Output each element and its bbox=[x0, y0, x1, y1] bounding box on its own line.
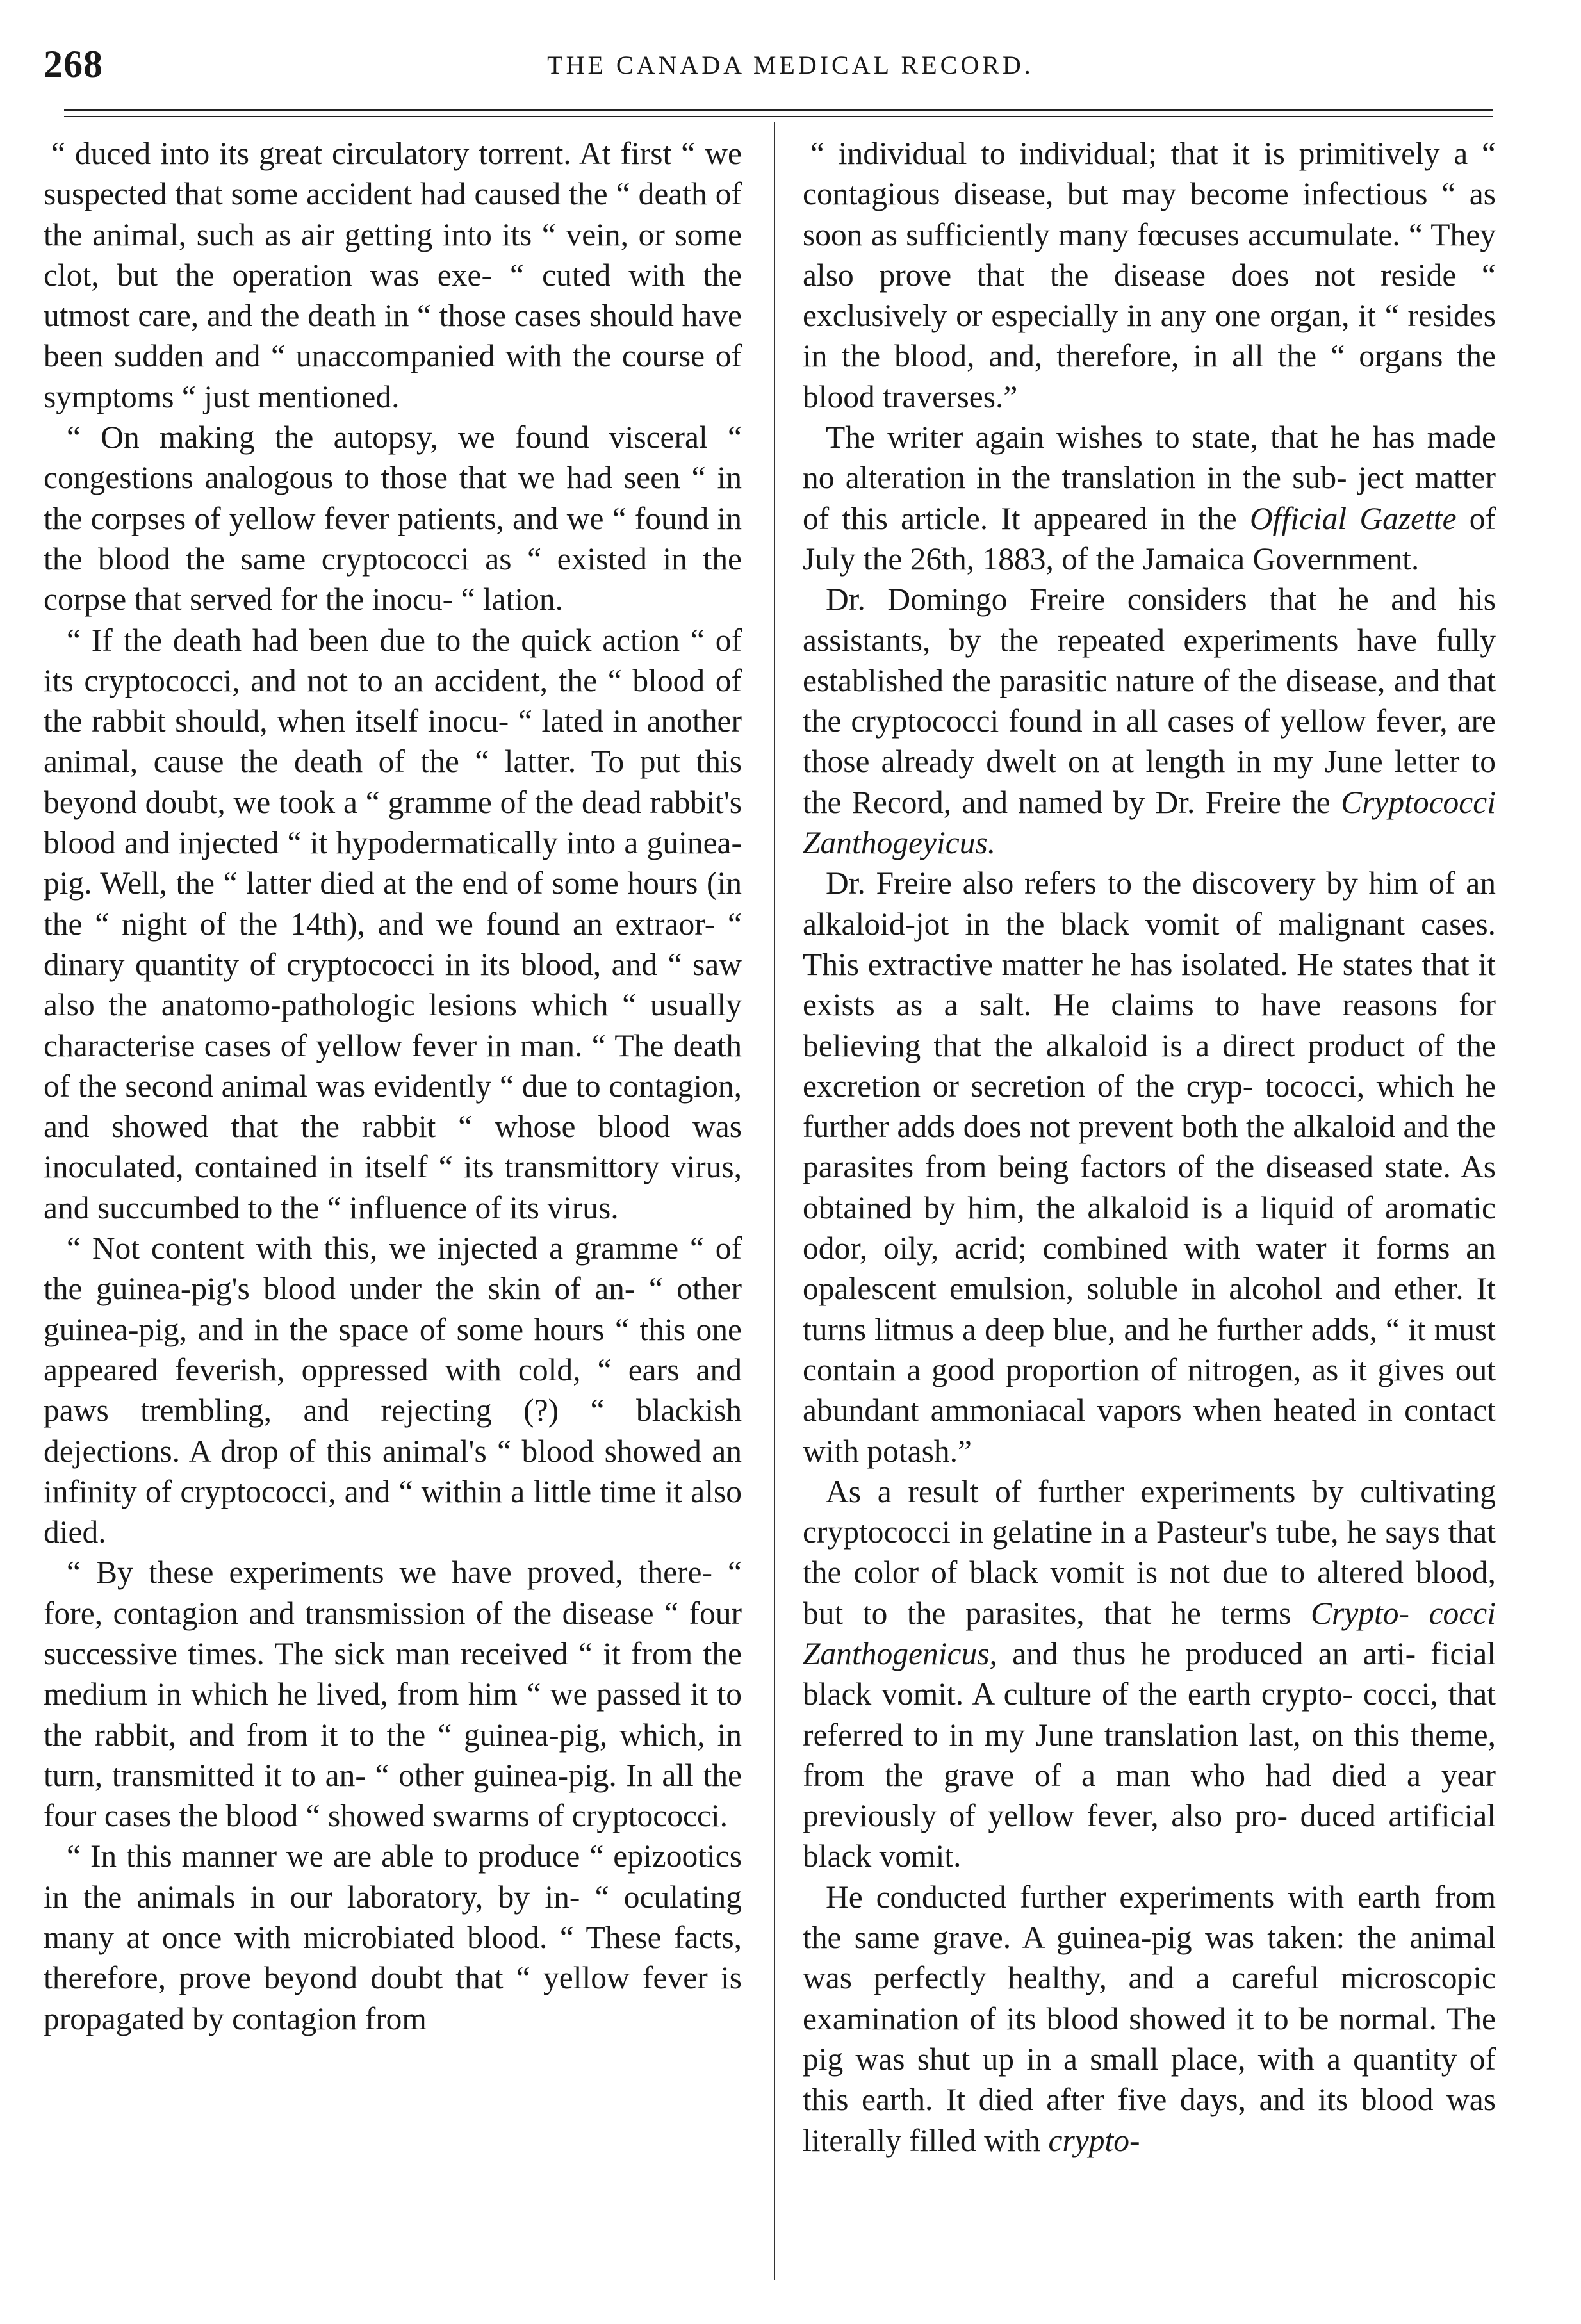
column-divider bbox=[774, 122, 775, 2280]
left-paragraph-3: “ If the death had been due to the quick action “ of its cryptococci, and not to an accident, the “ blood of the rabbit should, when itself inocu- “ lated in another animal, cause the death of the “ latter. To put this beyond doubt, we took a “ gramme of the dead rabbit's blood and injected “ it hypodermatically into a guinea-pig. Well, the “ latter died at the end of some hours (in the “ night of the 14th), and we found an extraor- “ dinary quantity of cryptococci in its blood, and “ saw also the anatomo-pathologic lesions which “ usually characterise cases of yellow fever in man. “ The death of the second animal was evidently “ due to contagion, and showed that the rabbit “ whose blood was inoculated, contained in itself “ its transmittory virus, and succumbed to the “ influence of its virus. bbox=[44, 622, 742, 1225]
left-column bbox=[44, 133, 742, 2039]
left-paragraph-4: “ Not content with this, we injected a gramme “ of the guinea-pig's blood under the skin of an- “ other guinea-pig, and in the space of some hours “ this one appeared feverish, oppressed with cold, “ ears and paws trembling, and rejecting (?) “ blackish dejections. A drop of this animal's “ blood showed an infinity of cryptococci, and “ within a little time it also died. bbox=[44, 1231, 742, 1550]
page-number: 268 bbox=[44, 43, 103, 85]
right-paragraph-2 bbox=[803, 417, 1496, 579]
right-paragraph-2-text-b: of July the 26th, 1883, of the Jamaica Government. bbox=[803, 500, 1496, 577]
journal-title: THE CANADA MEDICAL RECORD. bbox=[547, 51, 1034, 79]
right-paragraph-4: Dr. Freire also refers to the discovery by him of an alkaloid-jot in the black vomit of malignant cases. This extractive matter he has isolated. He states that it exists as a salt. He claims to have reasons for believing that the alkaloid is a direct product of the excretion or secretion of the cryp- tococci, which he further adds does not prevent both the alkaloid and the parasites from being factors of the diseased state. As obtained by him, the alkaloid is a liquid of aromatic odor, oily, acrid; combined with water it forms an opalescent emulsion, soluble in alcohol and ether. It turns litmus a deep blue, and he further adds, “ it must contain a good proportion of nitrogen, as it gives out abundant ammoniacal vapors when heated in contact with potash.” bbox=[803, 865, 1496, 1469]
official-gazette-title: Official Gazette bbox=[1249, 500, 1457, 536]
right-paragraph-3 bbox=[803, 579, 1496, 863]
left-paragraph-5: “ By these experiments we have proved, there- “ fore, contagion and transmission of the disease “ four successive times. The sick man received “ it from the medium in which he lived, from him “ we passed it to the rabbit, and from it to the “ guinea-pig, which, in turn, transmitted it to an- “ other guinea-pig. In all the four cases the blood “ showed swarms of cryptococci. bbox=[44, 1555, 742, 1834]
crypto-continuation: crypto- bbox=[1048, 2122, 1140, 2158]
header-rule-bottom bbox=[64, 116, 1493, 117]
header-rule-top bbox=[64, 109, 1493, 111]
page-header bbox=[0, 38, 1581, 90]
species-name-zanthogeyicus: Cryptococci Zanthogeyicus. bbox=[803, 784, 1496, 861]
species-name-zanthogenicus: Crypto- cocci Zanthogenicus, bbox=[803, 1595, 1496, 1671]
right-column bbox=[803, 133, 1496, 2161]
right-paragraph-6-text-a: He conducted further experiments with earth from the same grave. A guinea-pig was taken: the animal was perfectly healthy, and a careful microscopic examination of its blood showed it to be normal. The pig was shut up in a small place, with a quantity of this earth. It died after five days, and its blood was literally filled with bbox=[803, 1879, 1496, 2158]
right-paragraph-5-text-b: and thus he produced an arti- ficial black vomit. A culture of the earth crypto- cocci, that referred to in my June translation last, on this theme, from the grave of a man who had died a year previously of yellow fever, also pro- duced artificial black vomit. bbox=[803, 1635, 1496, 1874]
left-paragraph-2: “ On making the autopsy, we found visceral “ congestions analogous to those that we had seen “ in the corpses of yellow fever patients, and we “ found in the blood the same cryptococci as “ existed in the corpse that served for the inocu- “ lation. bbox=[44, 420, 742, 618]
right-paragraph-6 bbox=[803, 1877, 1496, 2161]
right-paragraph-3-text-a: Dr. Domingo Freire considers that he and his assistants, by the repeated experiments have fully established the parasitic nature of the disease, and that the cryptococci found in all cases of yellow fever, are those already dwelt on at length in my June letter to the Record, and named by Dr. Freire the bbox=[803, 582, 1496, 820]
right-paragraph-2-text-a: The writer again wishes to state, that he has made no alteration in the translation in the sub- ject matter of this article. It appeared in the bbox=[803, 420, 1496, 536]
right-paragraph-1: “ individual to individual; that it is primitively a “ contagious disease, but may become infectious “ as soon as sufficiently many fœcuses accumulate. “ They also prove that the disease does not reside “ exclusively or especially in any one organ, it “ resides in the blood, and, therefore, in all the “ organs the blood traverses.” bbox=[803, 136, 1496, 414]
right-paragraph-5-text-a: As a result of further experiments by cultivating cryptococci in gelatine in a Pasteur's tube, he says that the color of black vomit is not due to altered blood, but to the parasites, that he terms bbox=[803, 1473, 1496, 1631]
left-paragraph-6: “ In this manner we are able to produce “ epizootics in the animals in our laboratory, by in- “ oculating many at once with microbiated blood. “ These facts, therefore, prove beyond doubt that “ yellow fever is propagated by contagion from bbox=[44, 1838, 742, 2036]
left-paragraph-1: “ duced into its great circulatory torrent. At first “ we suspected that some accident had caused the “ death of the animal, such as air getting into its “ vein, or some clot, but the operation was exe- “ cuted with the utmost care, and the death in “ those cases should have been sudden and “ unaccompanied with the course of symptoms “ just mentioned. bbox=[44, 136, 742, 414]
right-paragraph-5 bbox=[803, 1471, 1496, 1877]
